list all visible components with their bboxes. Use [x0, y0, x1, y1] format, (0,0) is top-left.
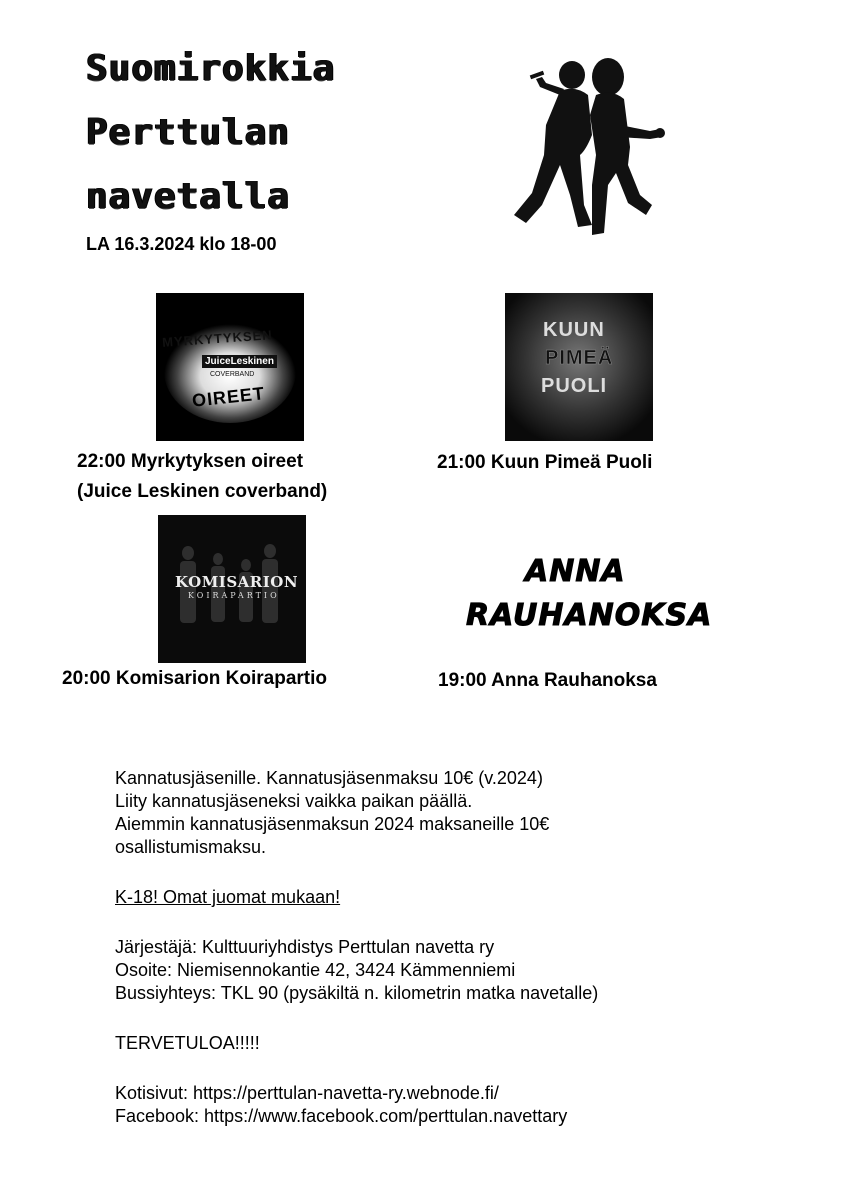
bus-connection-line: Bussiyhteys: TKL 90 (pysäkiltä n. kilometrin matka navetalle): [115, 983, 599, 1003]
band3-logo-line-2: KOIRAPARTIO: [188, 591, 280, 600]
poster-title-line-2: Perttulan: [86, 112, 291, 153]
facebook-link[interactable]: Facebook: https://www.facebook.com/perttulan.navettary: [115, 1106, 568, 1126]
band2-logo-line-1: KUUN: [543, 319, 605, 341]
band2-logo-line-3: PUOLI: [541, 375, 608, 397]
band-logo-myrkytyksen-oireet: [156, 293, 304, 441]
membership-line-1: Kannatusjäsenille. Kannatusjäsenmaksu 10€ (v.2024): [115, 768, 543, 788]
band-logo-kuun-pimea-puoli: [505, 293, 653, 441]
band-logo-komisarion-koirapartio: [158, 515, 306, 663]
band1-logo-middle: JuiceLeskinen: [202, 355, 277, 368]
band1-caption-line-2: (Juice Leskinen coverband): [77, 481, 328, 502]
age-limit-notice: K-18! Omat juomat mukaan!: [115, 887, 341, 907]
band4-logo-line-2: RAUHANOKSA: [466, 598, 713, 633]
band2-logo-line-2: PIMEÄ: [545, 347, 614, 369]
homepage-link[interactable]: Kotisivut: https://perttulan-navetta-ry.webnode.fi/: [115, 1083, 499, 1103]
band1-logo-bottom: OIREET: [191, 383, 266, 411]
rock-singers-silhouette-icon: [500, 55, 670, 245]
poster-title-line-3: navetalla: [86, 176, 291, 217]
address-line: Osoite: Niemisennokantie 42, 3424 Kämmenniemi: [115, 960, 516, 980]
membership-line-3: Aiemmin kannatusjäsenmaksun 2024 maksaneille 10€: [115, 814, 550, 834]
band1-logo-sub: COVERBAND: [210, 371, 255, 378]
band1-logo-top: MYRKYTYKSEN: [161, 327, 274, 350]
band4-caption: 19:00 Anna Rauhanoksa: [438, 670, 657, 691]
band4-logo-line-1: ANNA: [525, 554, 626, 589]
band2-caption: 21:00 Kuun Pimeä Puoli: [437, 452, 653, 473]
band3-caption: 20:00 Komisarion Koirapartio: [62, 668, 328, 689]
poster-title-line-1: Suomirokkia: [86, 48, 336, 89]
membership-line-4: osallistumismaksu.: [115, 837, 267, 857]
welcome-text: TERVETULOA!!!!!: [115, 1033, 260, 1053]
band3-logo-line-1: KOMISARION: [175, 573, 299, 591]
organizer-line: Järjestäjä: Kulttuuriyhdistys Perttulan navetta ry: [115, 937, 495, 957]
membership-line-2: Liity kannatusjäseneksi vaikka paikan päällä.: [115, 791, 473, 811]
event-date: LA 16.3.2024 klo 18-00: [86, 234, 277, 254]
band1-caption-line-1: 22:00 Myrkytyksen oireet: [77, 451, 304, 472]
